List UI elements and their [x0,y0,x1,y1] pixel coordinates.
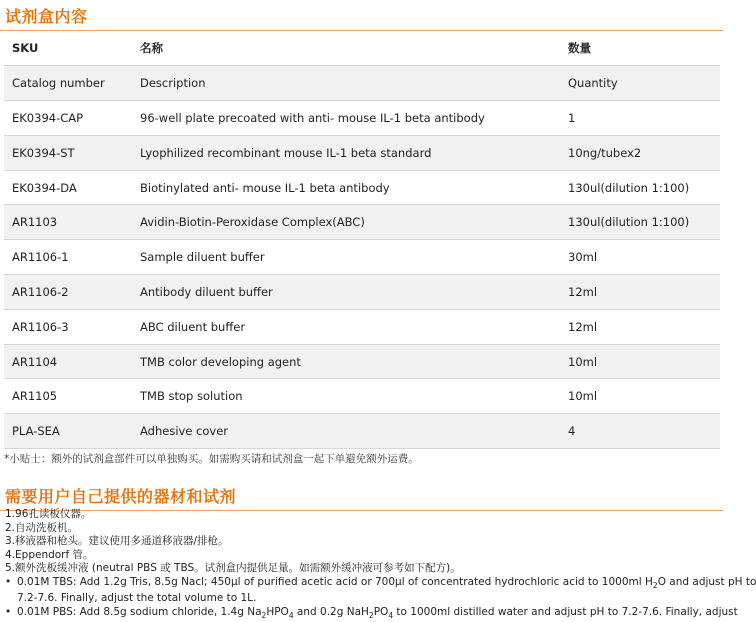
pbs-recipe-line-1: • 0.01M PBS: Add 8.5g sodium chloride, 1.4g $Na_2HPO_4$ and 0.2g $NaH_2PO_4$ to 1000ml distilled water and adjust pH to 7.2-7.6. Finally, adjust [17,605,738,620]
cell-description: Biotinylated anti- mouse IL-1 beta antibody [132,170,560,205]
cell-sku: AR1103 [4,205,132,240]
user-supplied-list [5,508,756,622]
cell-description: Sample diluent buffer [132,240,560,275]
cell-sku: AR1106-3 [4,309,132,344]
cell-sku: Catalog number [4,66,132,101]
cell-quantity: 1 [560,101,720,136]
cell-description: Adhesive cover [132,414,560,449]
cell-description: 96-well plate precoated with anti- mouse IL-1 beta antibody [132,101,560,136]
cell-quantity: 10ml [560,379,720,414]
cell-sku: AR1106-2 [4,275,132,310]
table-row [4,414,720,449]
table-row [4,135,720,170]
cell-quantity: 130ul(dilution 1:100) [560,170,720,205]
list-item: 1.96孔读板仪器。 [5,508,92,520]
cell-description: TMB stop solution [132,379,560,414]
table-row [4,170,720,205]
header-quantity: 数量 [560,31,720,66]
table-row [4,379,720,414]
header-name: 名称 [132,31,560,66]
cell-description: Antibody diluent buffer [132,275,560,310]
table-row [4,309,720,344]
table-row [4,275,720,310]
cell-quantity: 12ml [560,275,720,310]
kit-contents-table [4,31,720,449]
list-item: 3.移液器和枪头。建议使用多通道移液器/排枪。 [5,535,229,547]
cell-sku: EK0394-DA [4,170,132,205]
cell-description: Description [132,66,560,101]
cell-quantity: 10ng/tubex2 [560,135,720,170]
table-row [4,101,720,136]
cell-description: Avidin-Biotin-Peroxidase Complex(ABC) [132,205,560,240]
cell-quantity: 30ml [560,240,720,275]
cell-quantity: 10ml [560,344,720,379]
cell-description: ABC diluent buffer [132,309,560,344]
kit-contents-title: 试剂盒内容 [0,0,723,31]
list-item: 5.额外洗板缓冲液 (neutral PBS 或 TBS。试剂盒内提供足量。如需额外缓冲液可参考如下配方)。 [5,562,461,574]
cell-sku: AR1104 [4,344,132,379]
cell-description: Lyophilized recombinant mouse IL-1 beta standard [132,135,560,170]
cell-sku: EK0394-CAP [4,101,132,136]
tbs-recipe [5,575,756,606]
cell-quantity: 12ml [560,309,720,344]
cell-sku: AR1105 [4,379,132,414]
table-row [4,205,720,240]
list-item: 4.Eppendorf 管。 [5,548,94,561]
table-row [4,240,720,275]
header-sku: SKU [4,31,132,66]
cell-description: TMB color developing agent [132,344,560,379]
cell-sku: PLA-SEA [4,414,132,449]
cell-quantity: 4 [560,414,720,449]
cell-quantity: 130ul(dilution 1:100) [560,205,720,240]
table-row [4,66,720,101]
tbs-recipe-line-2: 7.2-7.6. Finally, adjust the total volume to 1L. [17,592,257,605]
pbs-recipe [5,605,738,622]
tbs-recipe-line-1: • 0.01M TBS: Add 1.2g Tris, 8.5g Nacl; 450µl of purified acetic acid or 700µl of concentrated hydrochloric acid to 1000ml $H_2O$ and adjust pH to [17,575,756,590]
tip-note: *小贴士：额外的试剂盒部件可以单独购买。如需购买请和试剂盒一起下单避免额外运费。 [4,453,419,465]
table-row [4,344,720,379]
cell-quantity: Quantity [560,66,720,101]
user-supplied-title: 需要用户自己提供的器材和试剂 [0,480,723,511]
list-item: 2.自动洗板机。 [5,521,79,534]
table-header-row [4,31,720,66]
cell-sku: EK0394-ST [4,135,132,170]
cell-sku: AR1106-1 [4,240,132,275]
